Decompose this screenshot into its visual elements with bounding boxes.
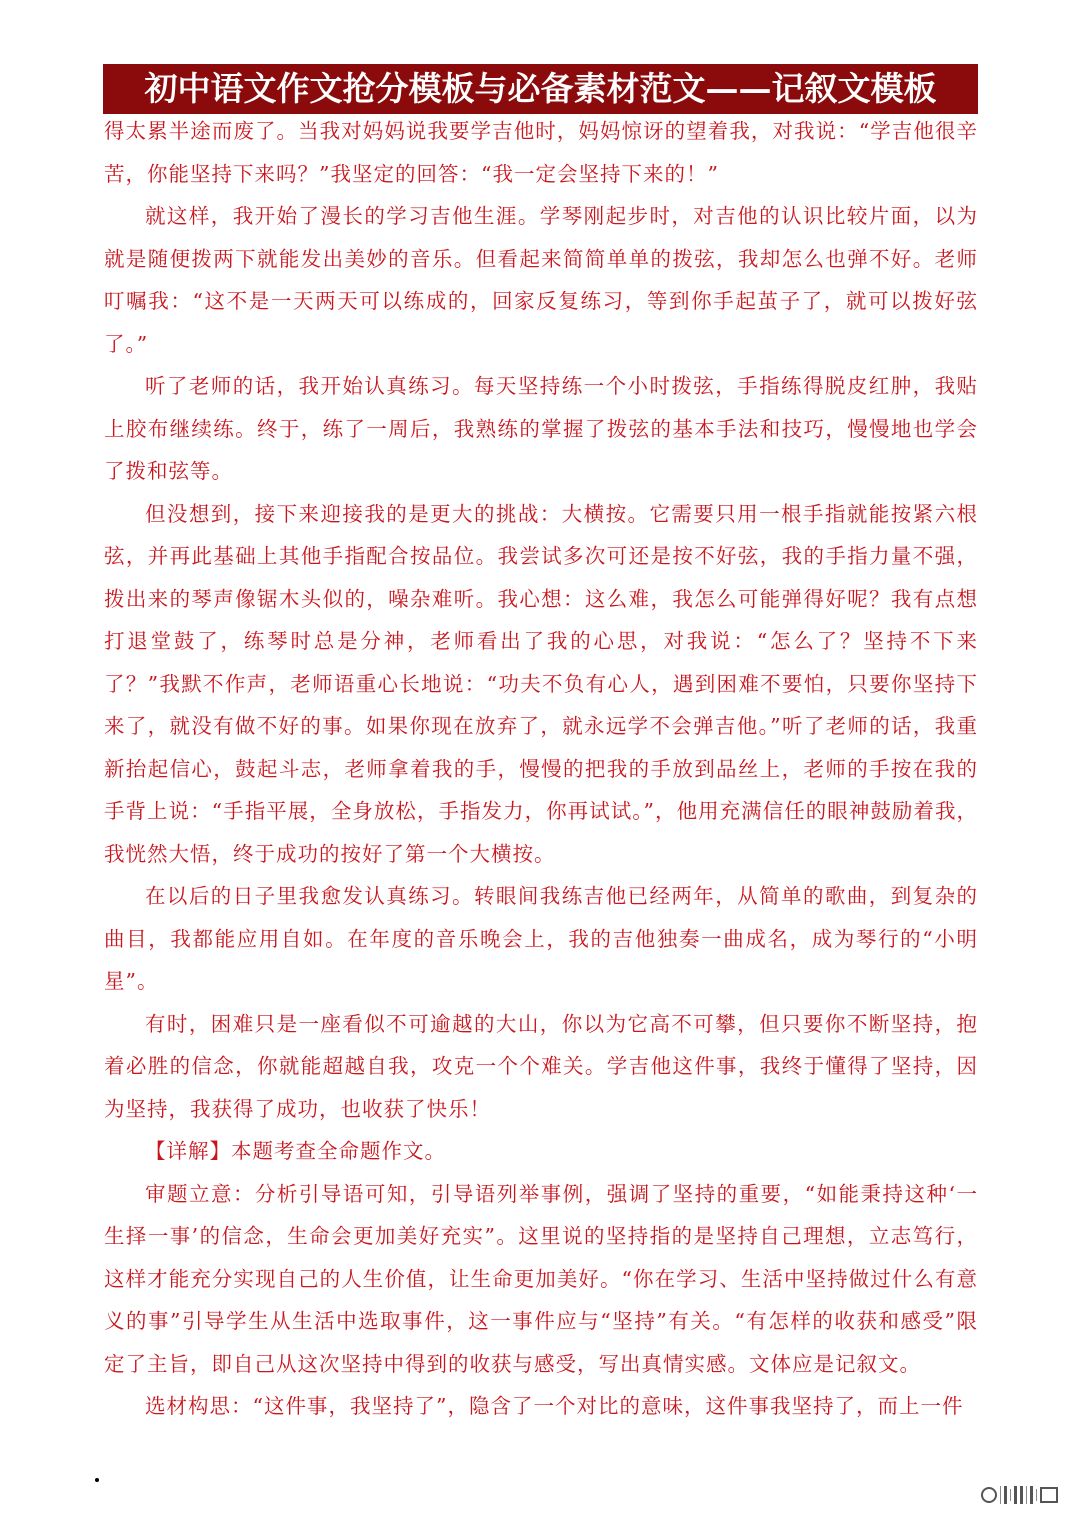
- footer-dot: [95, 1478, 99, 1482]
- page-title-banner: 初中语文作文抢分模板与必备素材范文——记叙文模板: [103, 64, 978, 114]
- watermark-bar-icon: [1014, 1486, 1017, 1504]
- essay-paragraph-3: 听了老师的话，我开始认真练习。每天坚持练一个小时拨弦，手指练得脱皮红肿，我贴上胶布继续练。终于，练了一周后，我熟练的掌握了拨弦的基本手法和技巧，慢慢地也学会了拨和弦等。: [104, 374, 978, 483]
- essay-paragraph-6: 有时，困难只是一座看似不可逾越的大山，你以为它高不可攀，但只要你不断坚持，抱着必胜的信念，你就能超越自我，攻克一个个难关。学吉他这件事，我终于懂得了坚持，因为坚持，我获得了成功，也收获了快乐！: [104, 1011, 978, 1121]
- watermark-bar-icon: [1010, 1489, 1011, 1501]
- essay-paragraph-5: 在以后的日子里我愈发认真练习。转眼间我练吉他已经两年，从简单的歌曲，到复杂的曲目，我都能应用自如。在年度的音乐晚会上，我的吉他独奏一曲成名，成为琴行的“小明星”。: [104, 884, 978, 993]
- essay-paragraph-1: 得太累半途而废了。当我对妈妈说我要学吉他时，妈妈惊讶的望着我，对我说：“学吉他很辛苦，你能坚持下来吗？”我坚定的回答：“我一定会坚持下来的！”: [104, 119, 978, 186]
- analysis-heading: [104, 1130, 978, 1173]
- analysis-paragraph-1: 审题立意：分析引导语可知，引导语列举事例，强调了坚持的重要，“如能秉持这种‘一生择一事’的信念，生命会更加美好充实”。这里说的坚持指的是坚持自己理想，立志笃行，这样才能充分实现自己的人生价值，让生命更加美好。“你在学习、生活中坚持做过什么有意义的事”引导学生从生活中选取事件，这一事件应与“坚持”有关。“有怎样的收获和感受”限定了主旨，即自己从这次坚持中得到的收获与感受，写出真情实感。文体应是记叙文。: [104, 1181, 978, 1376]
- watermark-bar-icon: [1026, 1486, 1027, 1504]
- essay-body: [104, 110, 978, 1428]
- watermark-bar-icon: [1020, 1486, 1023, 1504]
- watermark-box-icon: [1040, 1487, 1058, 1503]
- watermark-bar-icon: [1036, 1489, 1037, 1501]
- watermark-bar-icon: [1000, 1486, 1001, 1504]
- watermark-bar-icon: [1004, 1486, 1007, 1504]
- essay-paragraph-2: 就这样，我开始了漫长的学习吉他生涯。学琴刚起步时，对吉他的认识比较片面，以为就是随便拨两下就能发出美妙的音乐。但看起来简简单单的拨弦，我却怎么也弹不好。老师叮嘱我：“这不是一天两天可以练成的，回家反复练习，等到你手起茧子了，就可以拨好弦了。”: [104, 204, 978, 356]
- analysis-intro: 本题考查全命题作文。: [231, 1139, 446, 1163]
- analysis-tag: 【详解】: [145, 1139, 231, 1163]
- essay-paragraph-4: 但没想到，接下来迎接我的是更大的挑战：大横按。它需要只用一根手指就能按紧六根弦，并再此基础上其他手指配合按品位。我尝试多次可还是按不好弦，我的手指力量不强，拨出来的琴声像锯木头似的，噪杂难听。我心想：这么难，我怎么可能弹得好呢？我有点想打退堂鼓了，练琴时总是分神，老师看出了我的心思，对我说：“怎么了？坚持不下来了？”我默不作声，老师语重心长地说：“功夫不负有心人，遇到困难不要怕，只要你坚持下来了，就没有做不好的事。如果你现在放弃了，就永远学不会弹吉他。”听了老师的话，我重新抬起信心，鼓起斗志，老师拿着我的手，慢慢的把我的手放到品丝上，老师的手按在我的手背上说：“手指平展，全身放松，手指发力，你再试试。”，他用充满信任的眼神鼓励着我，我恍然大悟，终于成功的按好了第一个大横按。: [104, 501, 978, 866]
- watermark-bar-icon: [1030, 1486, 1033, 1504]
- watermark-circle-icon: [981, 1487, 997, 1503]
- analysis-paragraph-2: 选材构思：“这件事，我坚持了”，隐含了一个对比的意味，这件事我坚持了，而上一件: [145, 1394, 964, 1418]
- watermark-logo: [981, 1484, 1058, 1506]
